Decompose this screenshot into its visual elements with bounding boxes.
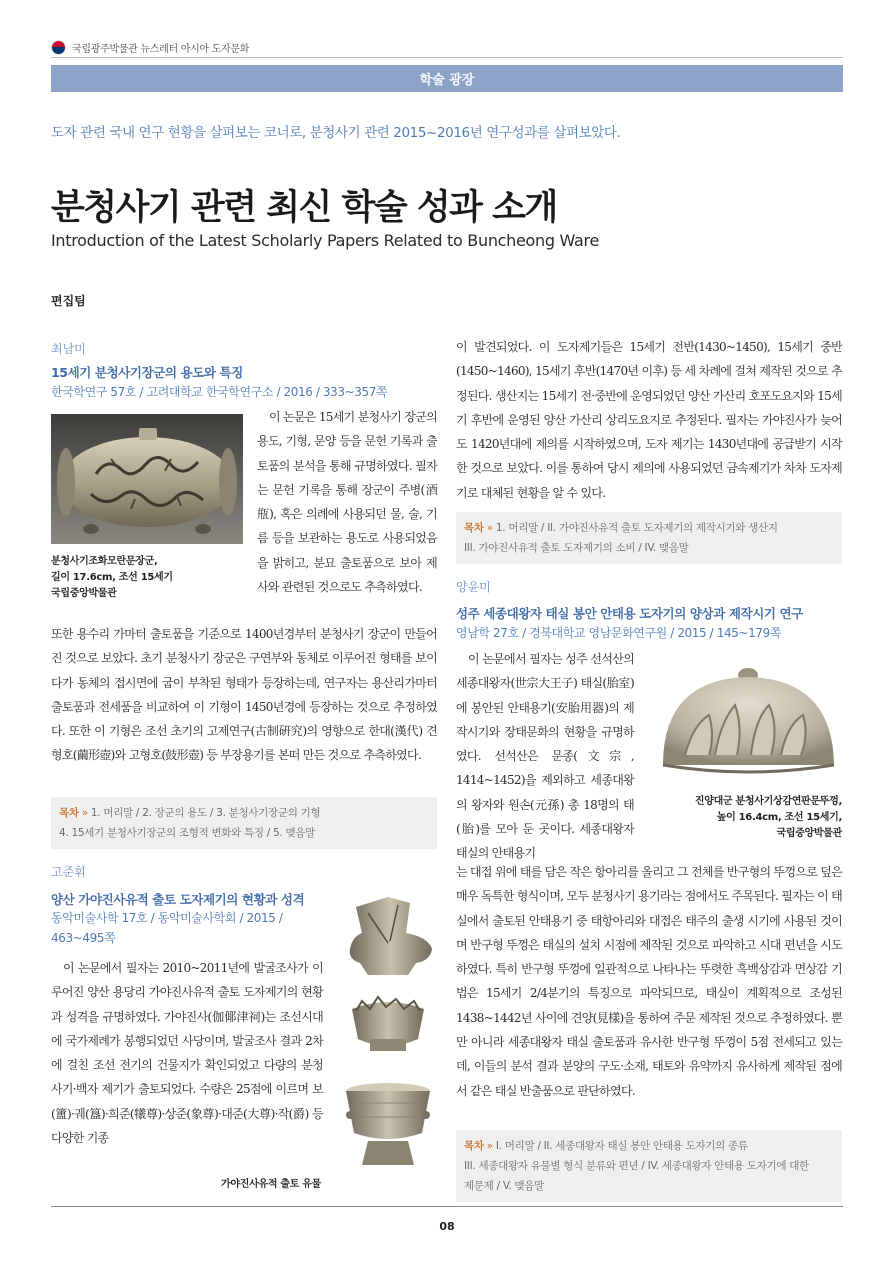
intro-text: 도자 관련 국내 연구 현황을 살펴보는 코너로, 분청사기 관련 2015~2016년 연구성과를 살펴보았다.: [51, 125, 621, 141]
caption-line: 국립중앙박물관: [51, 588, 117, 599]
newsletter-name: 국립광주박물관 뉴스레터 아시아 도자문화: [72, 43, 250, 55]
toc-label: 목차: [464, 1140, 484, 1152]
page-subtitle-english: Introduction of the Latest Scholarly Papers Related to Buncheong Ware: [51, 231, 599, 250]
editor-credit: 편집팀: [51, 294, 86, 308]
article1-toc: [51, 797, 437, 849]
toc-line: 4. 15세기 분청사기장군의 조형적 변화와 특징 / 5. 맺음말: [59, 827, 315, 839]
toc-text: 1. 머리말 / 2. 장군의 용도 / 3. 분청사기장군의 기형: [90, 807, 321, 819]
article1-body-narrow: 이 논문은 15세기 분청사기 장군의 용도, 기형, 문양 등을 문헌 기록과 출토품의 분석을 통해 규명하였다. 필자는 문헌 기록을 통해 장군이 주병(酒甁), 혹은 의례에 사용되던 물, 술, 기름 등을 보관하는 용도로 사용되었음을 밝히고, 분묘 출토품으로 보아 제사와 관련된 것으로도 추측하였다.: [257, 410, 437, 595]
article2-author: 고준휘: [51, 865, 86, 879]
buncheong-jangun-photo: [51, 414, 243, 544]
toc-text: 1. 머리말 / II. 가야진사유적 출토 도자제기의 제작시기와 생산지: [495, 522, 778, 534]
header-divider: [51, 57, 843, 58]
toc-line: [464, 1136, 834, 1156]
toc-line: [59, 803, 429, 823]
toc-text: I. 머리말 / II. 세종대왕자 태실 봉안 안태용 도자기의 종류: [495, 1140, 748, 1152]
double-chevron-right-icon: »: [78, 807, 91, 819]
article1-author: 최남미: [51, 342, 86, 356]
article2-body: 이 논문에서 필자는 2010~2011년에 발굴조사가 이루어진 양산 용당리 가야진사유적 출토 도자제기의 현황과 성격을 규명하였다. 가야진사(伽倻津祠)는 조선시대에 국가제례가 봉행되었던 사당이며, 발굴조사 결과 2차에 걸친 조선 전기의 건물지가 확인되었고 다량의 분청사기·백자 제기가 출토되었다. 수량은 25점에 이르며 보(簠)·궤(簋)·희준(犧尊)·상준(象尊)·대준(大尊)·작(爵) 등 다양한 기종: [51, 961, 323, 1146]
article2-body-continued: 이 발견되었다. 이 도자제기들은 15세기 전반(1430~1450), 15세기 중반(1450~1460), 15세기 후반(1470년 이후) 등 세 차례에 걸쳐 제작된 것으로 추정된다. 생산지는 15세기 전·중반에 운영되었던 양산 가산리 호포도요지와 15세기 후반에 운영된 양산 가산리 상리도요지로 추정된다. 필자는 가야진사가 늦어도 1420년대에 제의를 시작하였으며, 도자 제기는 1430년대에 공급받기 시작한 것으로 보았다. 이를 통하여 당시 제의에 사용되었던 금속제기가 차차 도자제기로 대체된 현황을 알 수 있다.: [456, 340, 842, 500]
article3-author: 양윤미: [456, 580, 491, 594]
article2-photo-caption: 가야진사유적 출토 유물: [221, 1179, 321, 1190]
page-title: 분청사기 관련 최신 학술 성과 소개: [51, 188, 557, 228]
toc-line: [464, 518, 834, 538]
caption-line: 높이 16.4cm, 조선 15세기,: [716, 812, 842, 823]
article3-title: 성주 세종대왕자 태실 봉안 안태용 도자기의 양상과 제작시기 연구: [456, 606, 803, 621]
article3-toc: [456, 1130, 842, 1202]
page-number: 08: [439, 1220, 455, 1233]
toc-line: III. 세종대왕자 유물별 형식 분류와 편년 / IV. 세종대왕자 안태용 도자기에 대한: [464, 1160, 809, 1172]
korea-government-emblem-icon: [51, 40, 66, 55]
double-chevron-right-icon: »: [483, 522, 496, 534]
toc-line: 제문제 / V. 맺음말: [464, 1180, 544, 1192]
article3-photo-caption: [655, 794, 842, 842]
article2-source: [51, 908, 341, 948]
article1-body: 또한 용수리 가마터 출토품을 기준으로 1400년경부터 분청사기 장군이 만들어진 것으로 보았다. 초기 분청사기 장군은 구연부와 동체로 이루어진 형태를 보이다가 동체의 접시면에 굽이 부착된 형태가 등장하는데, 연구자는 용산리가마터 출토품과 전세품을 비교하여 이 기형이 1450년경에 등장하는 것으로 추정하였다. 또한 이 기형은 조선 초기의 고제연구(古制硏究)의 영향으로 한대(漢代) 견형호(繭形壺)와 고형호(鼓形壺) 등 부장용기를 본떠 만든 것으로 추측하였다.: [51, 627, 437, 763]
gayajinsa-ritual-vessels-photo: [338, 893, 438, 1173]
caption-line: 진양대군 분청사기상감연판문뚜껑,: [694, 796, 842, 807]
article3-body: 는 대접 위에 태를 담은 작은 항아리를 올리고 그 전체를 반구형의 뚜껑으로 덮은 매우 독특한 형식이며, 모두 분청사기 용기라는 점에서도 주목된다. 필자는 이 태실에서 출토된 안태용기 중 태항아리와 대접은 태주의 출생 시기에 사용된 것이며 반구형 뚜껑은 태실의 설치 시점에 제작된 것으로 파악하고 시대 편년을 시도하였다. 특히 반구형 뚜껑에 일관적으로 나타나는 뚜렷한 흑백상감과 면상감 기법은 15세기 2/4분기의 특징으로 파악되므로, 태실이 계획적으로 조성된 1438~1442년 사이에 견양(見樣)을 통하여 주문 제작된 것으로 추정하였다. 뿐만 아니라 세종대왕자 태실 출토품과 유사한 반구형 뚜껑이 5점 전세되고 있는데, 이들의 분석 결과 분양의 구도·소재, 태토와 유약까지 유사하게 제작된 점에서 같은 태실 반출품으로 판단하였다.: [456, 865, 842, 1098]
toc-label: 목차: [464, 522, 484, 534]
buncheong-lid-photo: [655, 655, 842, 785]
article2-title: 양산 가야진사유적 출토 도자제기의 현황과 성격: [51, 892, 305, 907]
source-line: 463~495쪽: [51, 931, 116, 945]
caption-line: 국립중앙박물관: [776, 828, 842, 839]
article3-source: 영남학 27호 / 경북대학교 영남문화연구원 / 2015 / 145~179쪽: [456, 626, 781, 640]
article3-body-narrow: 이 논문에서 필자는 성주 선석산의 세종대왕자(世宗大王子) 태실(胎室)에 봉안된 안태용기(安胎用器)의 제작시기와 장태문화의 현황을 규명하였다. 선석산은 문종(文宗, 1414~1452)을 제외하고 세종대왕의 왕자와 원손(元孫) 총 18명의 태(胎)를 모아 둔 곳이다. 세종대왕자 태실의 안태용기: [456, 652, 634, 861]
section-banner: 학술 광장: [51, 65, 843, 92]
caption-line: 분청사기조화모란문장군,: [51, 556, 158, 567]
newsletter-header: [51, 38, 843, 56]
source-line: 동악미술사학 17호 / 동악미술사학회 / 2015 /: [51, 911, 283, 925]
toc-label: 목차: [59, 807, 79, 819]
article1-source: 한국학연구 57호 / 고려대학교 한국학연구소 / 2016 / 333~357쪽: [51, 385, 388, 399]
article1-title: 15세기 분청사기장군의 용도와 특징: [51, 365, 243, 380]
article1-photo-caption: [51, 554, 251, 602]
article2-toc: [456, 512, 842, 564]
toc-line: III. 가야진사유적 출토 도자제기의 소비 / IV. 맺음말: [464, 542, 689, 554]
double-chevron-right-icon: »: [483, 1140, 496, 1152]
footer-divider: [51, 1206, 843, 1207]
caption-line: 길이 17.6cm, 조선 15세기: [51, 572, 173, 583]
